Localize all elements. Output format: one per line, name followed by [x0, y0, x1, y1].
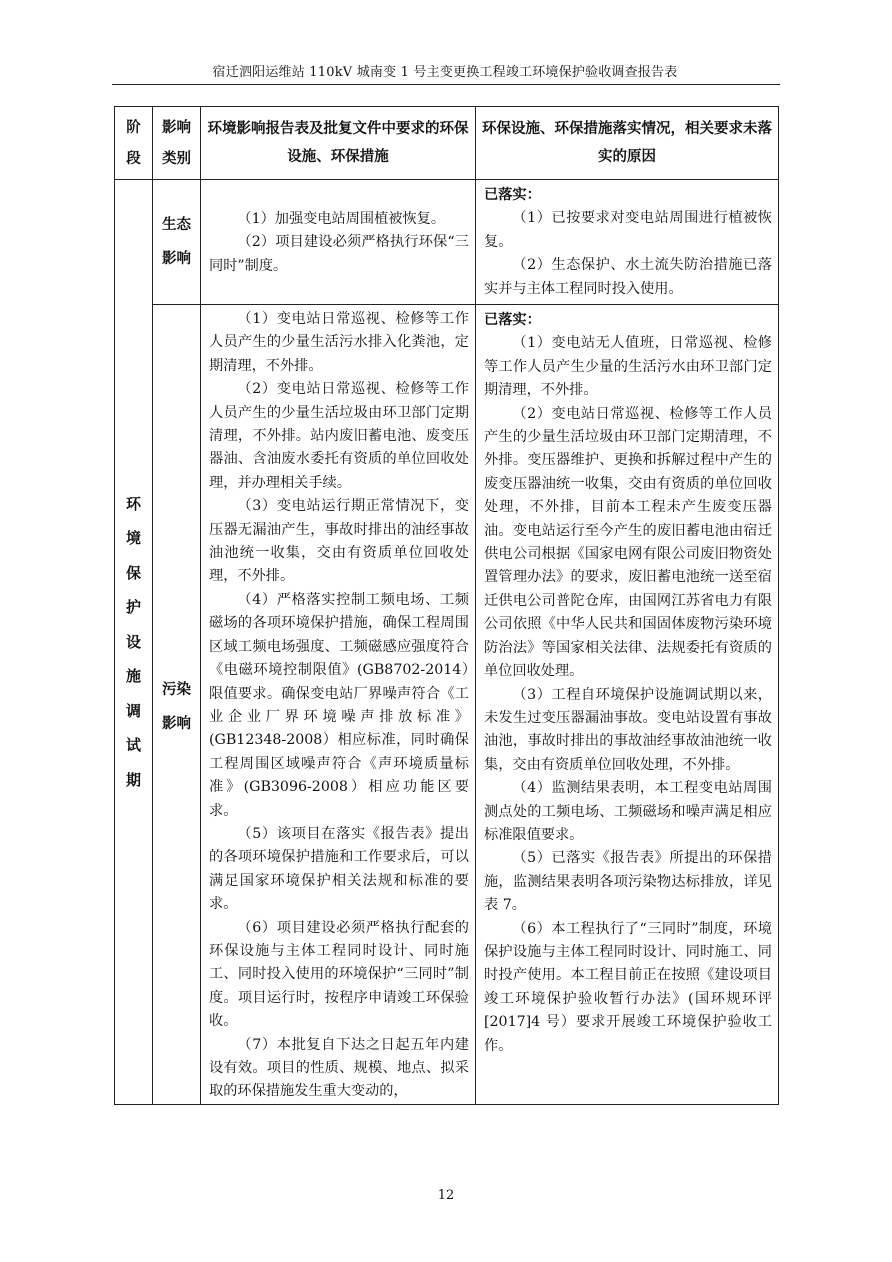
header-requirements — [201, 107, 476, 180]
header-implementation-label: 环保设施、环保措施落实情况，相关要求未落实的原因 — [482, 120, 772, 165]
implementation-item: （4）监测结果表明，本工程变电站周围测点处的工频电场、工频磁场和噪声满足相应标准限值要求。 — [484, 780, 772, 843]
implementation-item: （6）本工程执行了“三同时”制度，环境保护设施与主体工程同时设计、同时施工、同时投产使用。本工程目前正在按照《建设项目竣工环境保护验收暂行办法》(国环规环评[2017]4 号）要求开展竣工环境保护验收工作。 — [484, 920, 772, 1054]
header-phase-label: 阶段 — [126, 119, 141, 167]
implementation-item: （5）已落实《报告表》所提出的环保措施，监测结果表明各项污染物达标排放，详见表 7。 — [484, 850, 772, 914]
phase-char: 环 — [125, 494, 141, 513]
phase-char: 保 — [125, 563, 141, 582]
phase-char: 期 — [125, 770, 141, 789]
table-row-pollution — [115, 305, 779, 1105]
type-label-pollution: 污染影响 — [162, 681, 191, 732]
implementation-item: （2）生态保护、水土流失防治措施已落实并与主体工程同时投入使用。 — [484, 257, 772, 297]
requirements-cell-pollution — [201, 305, 476, 1105]
table-header-row — [115, 107, 779, 180]
phase-char: 调 — [125, 701, 141, 720]
phase-char: 施 — [125, 667, 141, 686]
phase-cell — [115, 180, 153, 1105]
implementation-item: （3）工程自环境保护设施调试期以来，未发生过变压器漏油事故。变电站设置有事故油池，事故时排出的事故油经事故油池统一收集，交由有资质单位回收处理，不外排。 — [484, 686, 772, 773]
type-cell-pollution — [153, 305, 201, 1105]
page-number: 12 — [437, 1188, 455, 1203]
header-phase — [115, 107, 153, 180]
implementation-item: （1）变电站无人值班，日常巡视、检修等工作人员产生少量的生活污水由环卫部门定期清理，不外排。 — [484, 335, 772, 399]
header-requirements-label: 环境影响报告表及批复文件中要求的环保设施、环保措施 — [207, 120, 469, 165]
type-label-ecology: 生态影响 — [162, 216, 191, 267]
phase-char: 设 — [125, 632, 141, 651]
requirements-cell-ecology — [201, 180, 476, 305]
phase-char: 试 — [125, 736, 141, 755]
inspection-table — [114, 106, 779, 1105]
implementation-lead: 已落实： — [484, 312, 541, 328]
type-cell-ecology — [153, 180, 201, 305]
implementation-cell-pollution — [476, 305, 779, 1105]
header-implementation — [476, 107, 779, 180]
header-rule — [112, 84, 780, 85]
requirement-item: （4）严格落实控制工频电场、工频磁场的各项环境保护措施，确保工程周围区域工频电场强度、工频磁感应强度符合《电磁环境控制限值》(GB8702-2014）限值要求。确保变电站厂界噪声符合《工业企业厂界环境噪声排放标准》(GB12348-2008）相应标准，同时确保工程周围区域噪声符合《声环境质量标准》(GB3096-2008）相应功能区要求。 — [209, 591, 469, 819]
requirement-item: （2）项目建设必须严格执行环保“三同时”制度。 — [209, 234, 469, 274]
document-header: 宿迁泗阳运维站 110kV 城南变 1 号主变更换工程竣工环境保护验收调查报告表 — [212, 65, 678, 80]
requirement-item: （1）变电站日常巡视、检修等工作人员产生的少量生活污水排入化粪池，定期清理，不外排。 — [209, 311, 469, 374]
requirement-item: （1）加强变电站周围植被恢复。 — [237, 211, 446, 227]
implementation-item: （2）变电站日常巡视、检修等工作人员产生的少量生活垃圾由环卫部门定期清理，不外排。变压器维护、更换和拆解过程中产生的废变压器油统一收集，交由有资质的单位回收处理，不外排，目前本工程未产生废变压器油。变电站运行至今产生的废旧蓄电池由宿迁供电公司根据《国家电网有限公司废旧物资处置管理办法》的要求，废旧蓄电池统一送至宿迁供电公司普陀仓库，由国网江苏省电力有限公司依照《中华人民共和国固体废物污染环境防治法》等国家相关法律、法规委托有资质的单位回收处理。 — [484, 405, 772, 680]
header-type — [153, 107, 201, 180]
phase-char: 境 — [125, 529, 141, 548]
implementation-cell-ecology — [476, 180, 779, 305]
implementation-item: （1）已按要求对变电站周围进行植被恢复。 — [484, 210, 772, 250]
implementation-lead: 已落实： — [484, 187, 541, 203]
phase-char: 护 — [125, 598, 141, 617]
table-row-ecology — [115, 180, 779, 305]
requirement-item: （6）项目建设必须严格执行配套的环保设施与主体工程同时设计、同时施工、同时投入使用的环境保护“三同时”制度。项目运行时，按程序申请竣工环保验收。 — [209, 919, 469, 1030]
header-type-label: 影响类别 — [162, 119, 191, 167]
requirement-item: （5）该项目在落实《报告表》提出的各项环境保护措施和工作要求后，可以满足国家环境保护相关法规和标准的要求。 — [209, 825, 469, 913]
requirement-item: （7）本批复自下达之日起五年内建设有效。项目的性质、规模、地点、拟采取的环保措施发生重大变动的， — [209, 1036, 469, 1100]
requirement-item: （3）变电站运行期正常情况下，变压器无漏油产生，事故时排出的油经事故油池统一收集，交由有资质单位回收处理，不外排。 — [209, 498, 469, 585]
requirement-item: （2）变电站日常巡视、检修等工作人员产生的少量生活垃圾由环卫部门定期清理，不外排。站内废旧蓄电池、废变压器油、含油废水委托有资质的单位回收处理，并办理相关手续。 — [209, 381, 469, 491]
